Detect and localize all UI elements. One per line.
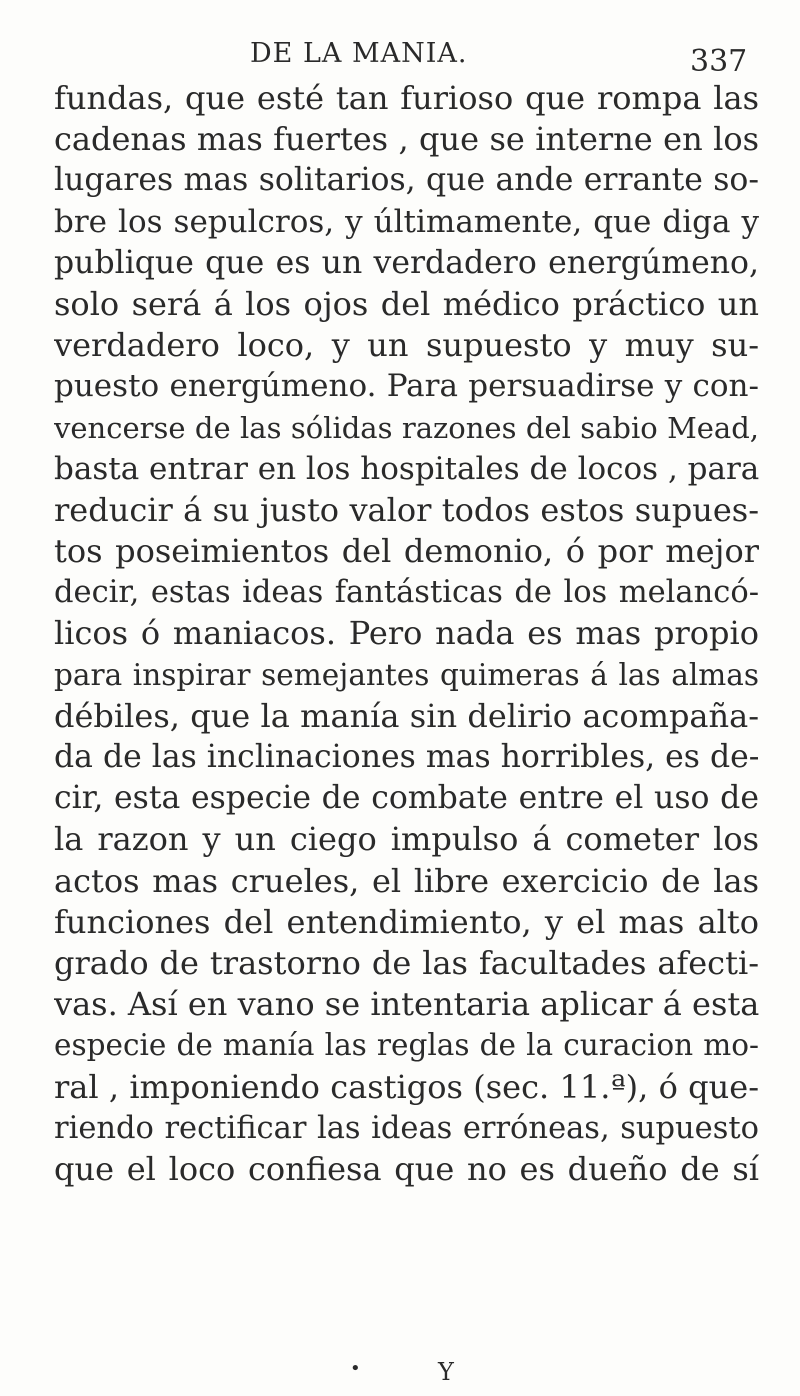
- text-line: grado de trastorno de las facultades afecti-: [54, 943, 759, 982]
- text-line: da de las inclinaciones mas horribles, es de-: [54, 739, 759, 775]
- text-line: riendo rectificar las ideas erróneas, supuesto: [54, 1110, 759, 1146]
- text-line: reducir á su justo valor todos estos supues-: [54, 490, 759, 529]
- text-line: especie de manía las reglas de la curacion mo-: [54, 1028, 759, 1063]
- running-title: DE LA MANIA.: [250, 38, 468, 69]
- text-line: funciones del entendimiento, y el mas alto: [54, 902, 759, 941]
- text-line: cadenas mas fuertes , que se interne en los: [54, 120, 759, 159]
- text-line: vencerse de las sólidas razones del sabio Mead,: [54, 410, 759, 445]
- catchword: Y: [438, 1358, 454, 1386]
- text-line: débiles, que la manía sin delirio acompaña-: [54, 696, 759, 735]
- text-line: puesto energúmeno. Para persuadirse y con-: [54, 368, 759, 405]
- text-line: basta entrar en los hospitales de locos , para: [54, 450, 759, 487]
- text-line: verdadero loco, y un supuesto y muy su-: [54, 326, 759, 365]
- page-footer: [0, 1358, 800, 1390]
- text-line: fundas, que esté tan furioso que rompa las: [54, 79, 759, 117]
- text-line: bre los sepulcros, y últimamente, que diga y: [54, 203, 759, 240]
- text-line: que el loco confiesa que no es dueño de sí: [54, 1149, 759, 1188]
- text-line: decir, estas ideas fantásticas de los melancó-: [54, 575, 759, 611]
- page-number: 337: [690, 44, 748, 79]
- text-line: cir, esta especie de combate entre el uso de: [54, 780, 759, 817]
- text-line: tos poseimientos del demonio, ó por mejor: [54, 532, 759, 571]
- text-line: ral , imponiendo castigos (sec. 11.ª), ó que-: [54, 1067, 759, 1106]
- text-line: la razon y un ciego impulso á cometer los: [54, 820, 759, 859]
- body-text: [54, 78, 759, 1190]
- text-line: lugares mas solitarios, que ande errante so-: [54, 162, 759, 199]
- signature-mark: •: [350, 1358, 361, 1379]
- text-line: vas. Así en vano se intentaria aplicar á esta: [54, 985, 759, 1024]
- text-line: licos ó maniacos. Pero nada es mas propio: [54, 614, 759, 653]
- text-line: publique que es un verdadero energúmeno,: [54, 244, 759, 281]
- text-line: para inspirar semejantes quimeras á las almas: [54, 657, 759, 692]
- text-line: actos mas crueles, el libre exercicio de las: [54, 861, 759, 900]
- text-line: solo será á los ojos del médico práctico un: [54, 284, 759, 323]
